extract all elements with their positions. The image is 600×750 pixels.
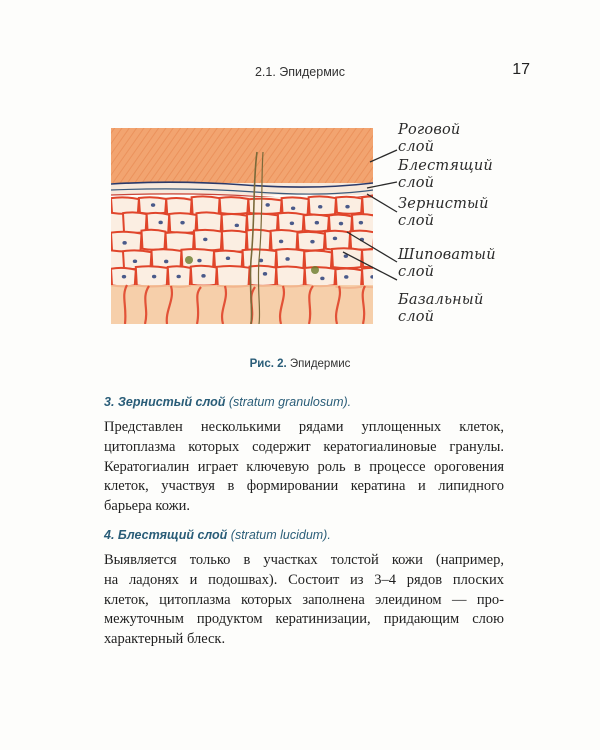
label-stratum-corneum: Роговой слой — [398, 122, 461, 155]
cell-nucleus — [310, 240, 314, 244]
cell — [247, 230, 271, 252]
cell — [271, 230, 298, 251]
cell-nucleus — [263, 272, 267, 276]
section-heading-lucidum: 4. Блестящий слой (stratum lucidum). — [104, 528, 331, 542]
cell — [250, 266, 277, 286]
cell — [305, 267, 336, 286]
cell-nucleus — [164, 260, 168, 264]
figure-caption — [0, 358, 600, 370]
cell — [136, 266, 168, 286]
cell-nucleus — [197, 259, 201, 263]
cell-nucleus — [375, 205, 379, 209]
cell-nucleus — [359, 221, 363, 225]
cell — [217, 266, 250, 287]
cell-nucleus — [291, 206, 295, 210]
label-stratum-basale: Базальный слой — [398, 292, 484, 325]
paragraph-granulosum: Представлен несколькими рядами уплощенных клеток, цитоплазма которых содержит кератогиалиновые гранулы. Кератогиалин играет ключевую роль в процессе ороговения клеток, участвуя в формировании кератина и липидного барьера кожи. — [104, 419, 504, 515]
caption-text: Эпидермис — [289, 358, 351, 370]
cell-nucleus — [122, 275, 126, 279]
cell-nucleus — [315, 221, 319, 225]
cell — [111, 232, 141, 252]
cell-nucleus — [370, 275, 374, 279]
cell-nucleus — [320, 277, 324, 281]
label-stratum-lucidum: Блестящий слой — [398, 158, 493, 191]
label-stratum-granulosum: Зернистый слой — [398, 196, 489, 229]
running-head: 2.1. Эпидермис — [254, 65, 346, 79]
paragraph-lucidum: Выявляется только в участках толстой кожи (например, на ладонях и подошвах). Состоит из 3–4 рядов плоских клеток, цитоплазма которых заполнена элеидином — про- межуточным продуктом кератинизации, придающим слою характерный блеск. — [104, 552, 504, 648]
cell — [332, 248, 362, 268]
cell-nucleus — [180, 221, 184, 225]
cell — [362, 268, 386, 287]
cell-nucleus — [375, 257, 379, 261]
cell-nucleus — [333, 237, 337, 241]
cell — [325, 231, 350, 250]
pigment-spot — [311, 266, 319, 274]
cell-nucleus — [152, 275, 156, 279]
cell-nucleus — [344, 275, 348, 279]
cell-nucleus — [345, 205, 349, 209]
cell — [222, 231, 247, 252]
cell — [309, 196, 336, 215]
cell — [111, 197, 139, 213]
cell-nucleus — [158, 221, 162, 225]
caption-ref: Рис. 2. — [249, 358, 287, 370]
cell-nucleus — [133, 259, 137, 263]
cell-nucleus — [285, 257, 289, 261]
cell-nucleus — [235, 224, 239, 228]
section-heading-granulosum: 3. Зернистый слой (stratum granulosum). — [104, 395, 352, 409]
cell — [141, 230, 165, 250]
cell-nucleus — [290, 222, 294, 226]
cell-nucleus — [265, 203, 269, 207]
cell-nucleus — [339, 222, 343, 226]
cell — [276, 267, 304, 287]
cell-nucleus — [176, 275, 180, 279]
cell-nucleus — [151, 203, 155, 207]
epidermis-figure — [105, 120, 505, 340]
cell — [194, 230, 222, 250]
label-stratum-spinosum: Шиповатый слой — [398, 247, 496, 280]
cell-nucleus — [279, 240, 283, 244]
cell — [220, 197, 249, 214]
cell — [336, 197, 362, 214]
cell-nucleus — [201, 274, 205, 278]
pigment-spot — [185, 256, 193, 264]
cell-nucleus — [226, 256, 230, 260]
cell-nucleus — [203, 238, 207, 242]
page-number: 17 — [512, 61, 530, 78]
cell-nucleus — [122, 241, 126, 245]
cell-nucleus — [318, 205, 322, 209]
